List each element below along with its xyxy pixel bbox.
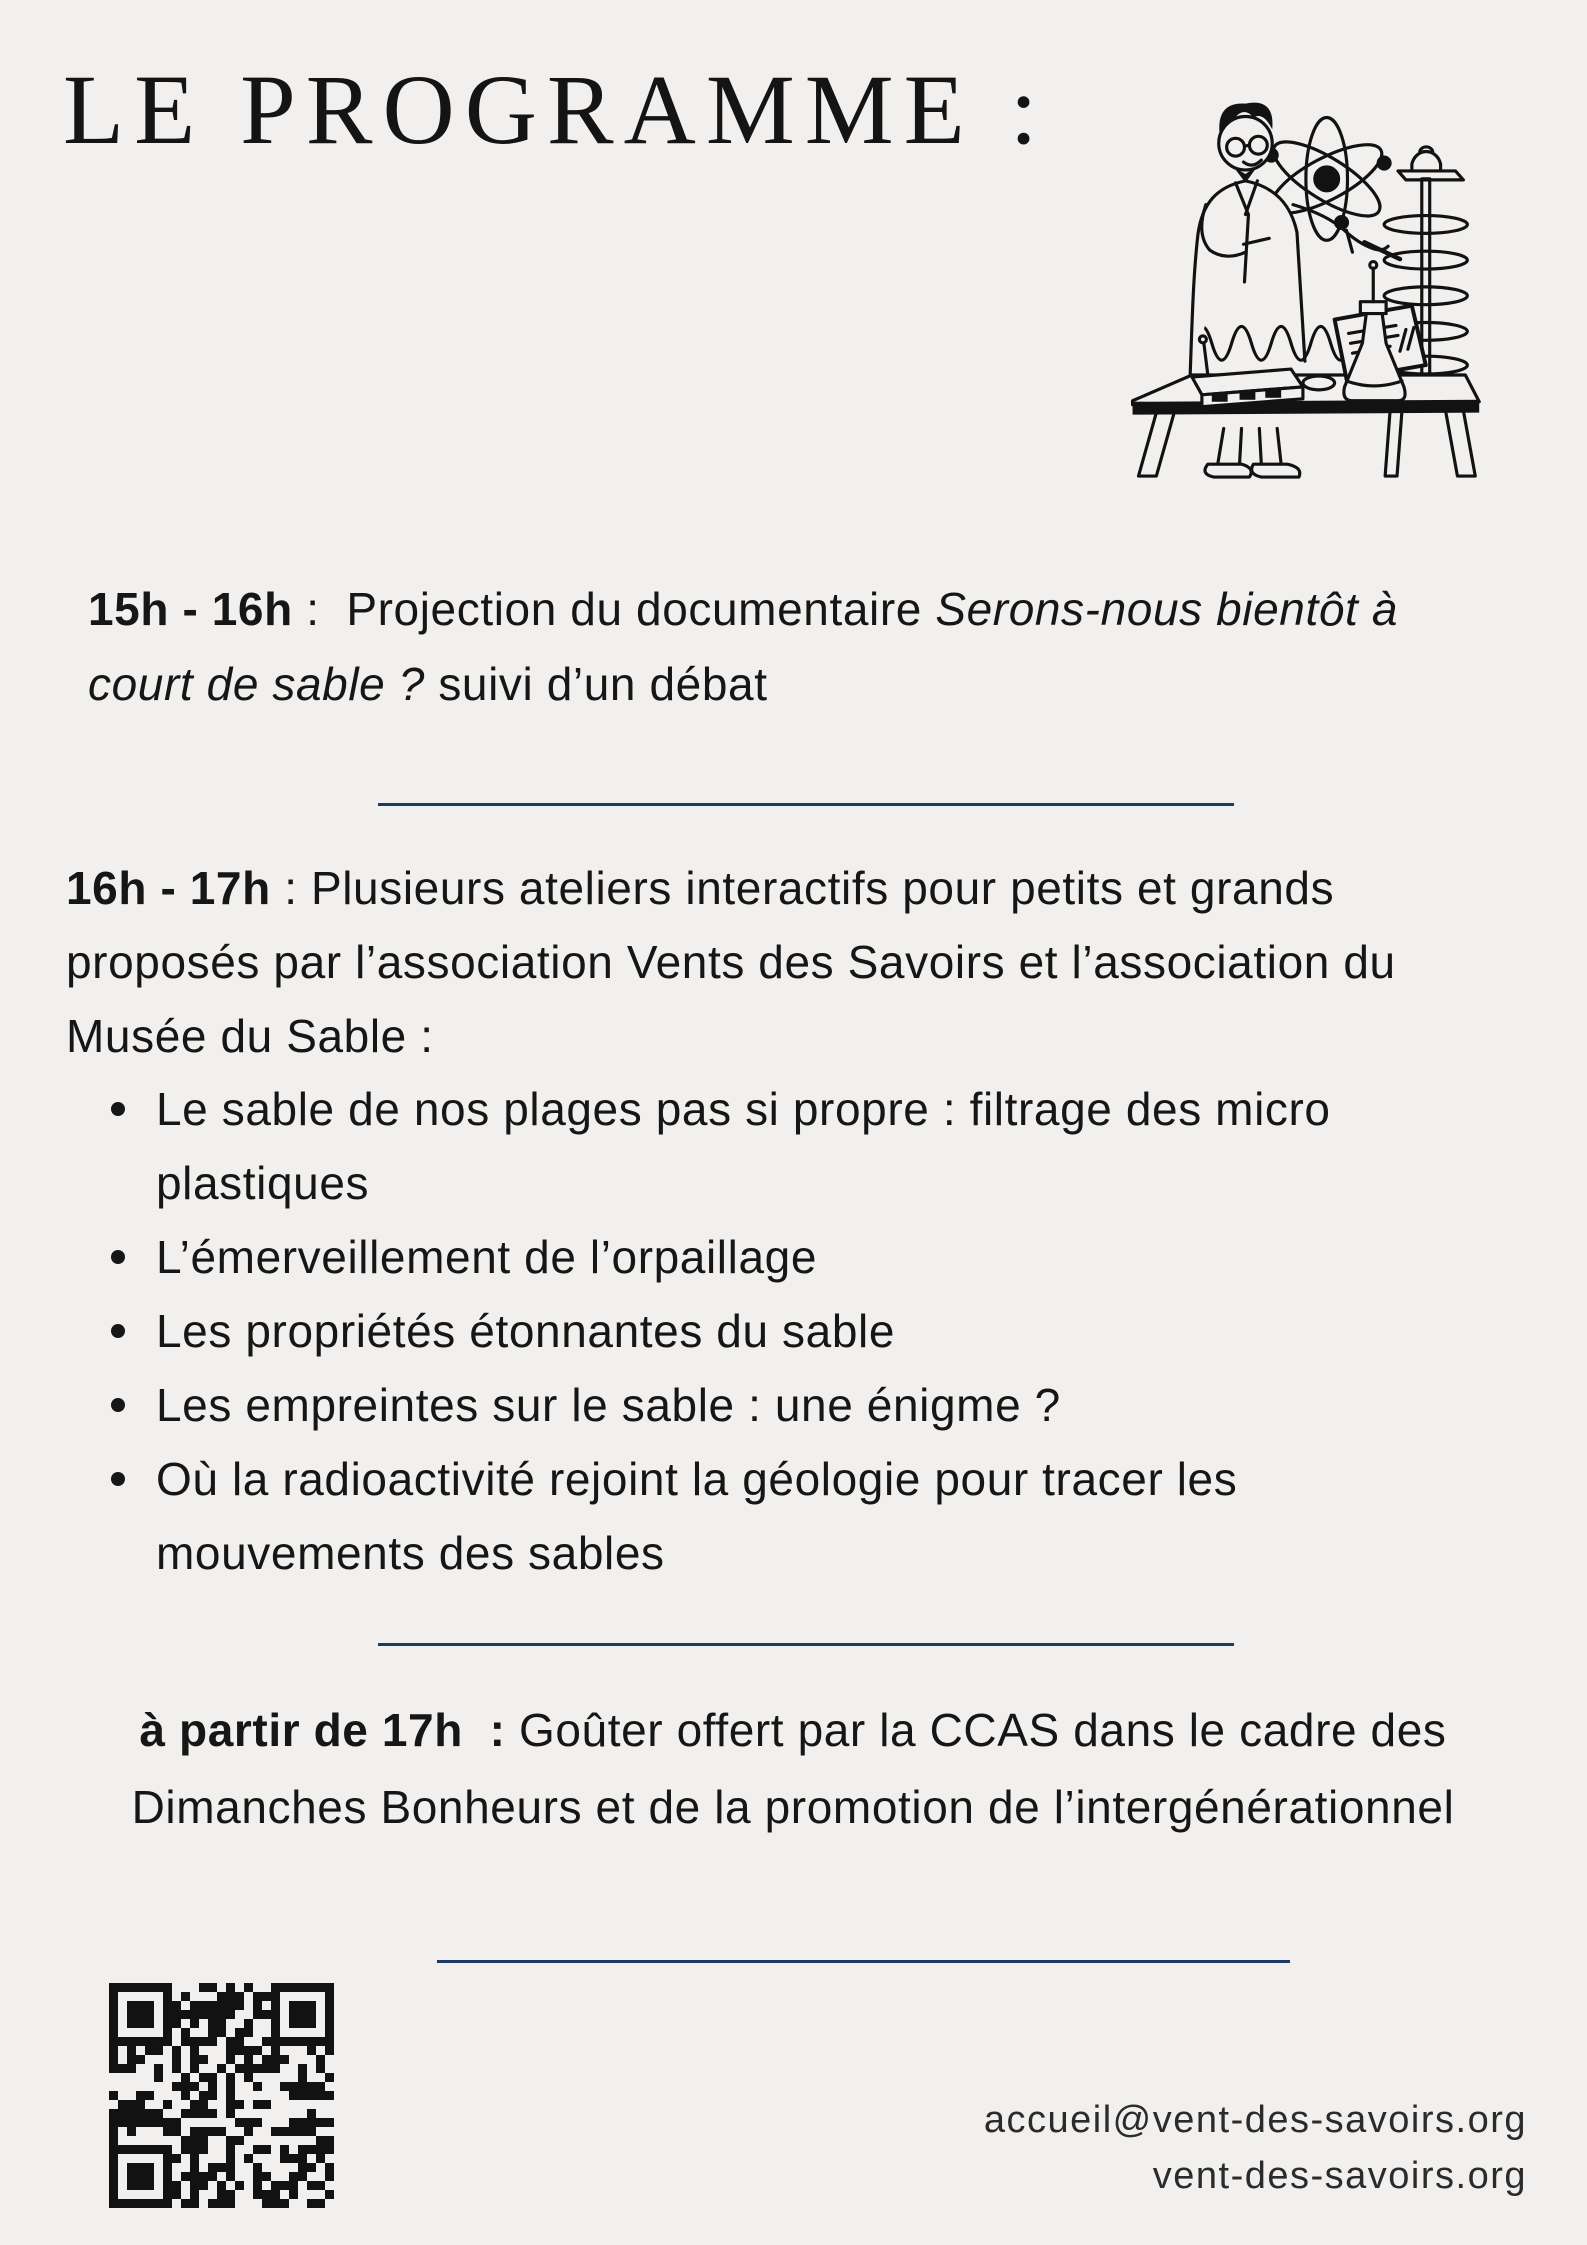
workshop-list xyxy=(66,1072,1416,1590)
list-item: Le sable de nos plages pas si propre : filtrage des micro plastiques xyxy=(66,1072,1416,1220)
list-item: L’émerveillement de l’orpaillage xyxy=(66,1220,1416,1294)
schedule-item-16h-17h-intro: 16h - 17h : Plusieurs ateliers interactifs pour petits et grands proposés par l’association Vents des Savoirs et l’association du Musée du Sable : xyxy=(66,862,1396,1062)
scientist-lab-svg xyxy=(1096,64,1494,480)
divider xyxy=(378,803,1234,806)
contact-email: accueil@vent-des-savoirs.org xyxy=(983,2099,1527,2141)
qr-code xyxy=(109,1983,334,2208)
instrument-box xyxy=(1192,336,1303,407)
contact-block xyxy=(984,2092,1527,2204)
scientist-figure xyxy=(1190,103,1400,477)
puck xyxy=(1303,376,1335,390)
page-title: LE PROGRAMME : xyxy=(63,54,1048,165)
list-item: Les propriétés étonnantes du sable xyxy=(66,1294,1416,1368)
contact-website: vent-des-savoirs.org xyxy=(1152,2155,1527,2197)
divider xyxy=(437,1960,1290,1963)
scientist-lab-illustration-icon xyxy=(1096,64,1494,480)
list-item: Où la radioactivité rejoint la géologie pour tracer les mouvements des sables xyxy=(66,1442,1416,1590)
desk xyxy=(1133,375,1480,476)
divider xyxy=(378,1643,1234,1646)
schedule-item-15h-16h: 15h - 16h : Projection du documentaire Serons-nous bientôt à court de sable ? suivi d’un débat xyxy=(88,583,1398,710)
list-item: Les empreintes sur le sable : une énigme ? xyxy=(66,1368,1416,1442)
schedule-item-17h: à partir de 17h : Goûter offert par la CCAS dans le cadre des Dimanches Bonheurs et de la promotion de l’intergénérationnel xyxy=(131,1704,1455,1833)
